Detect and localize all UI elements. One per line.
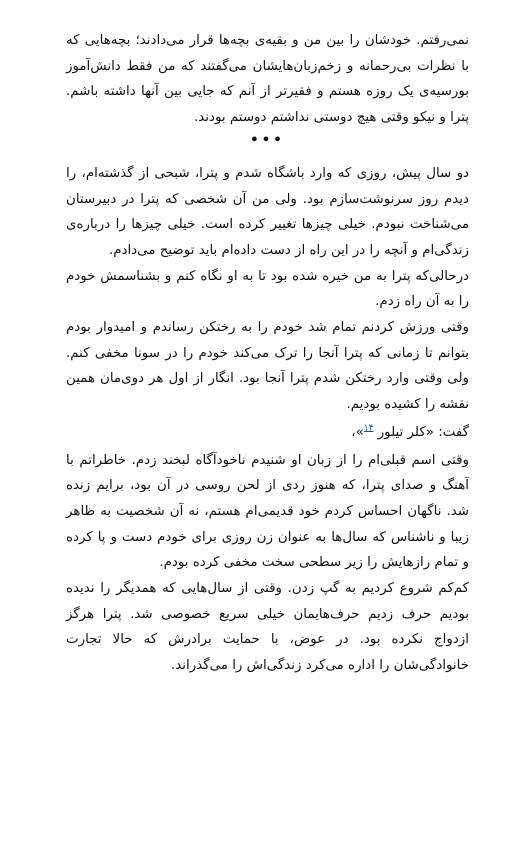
paragraph-4: وقتی اسم قبلی‌ام را از زبان او شنیدم ناخودآگاه لبخند زدم. خاطراتم با آهنگ و صدای پترا، که هنوز ردی از لحن روسی در آن بود، برایم زنده شد. ناگهان احساس کردم خود قدیمی‌ام هستم، نه آن شخصیت به ظاهر زیبا و ناشناس که سال‌ها به عنوان زن روزی برای خودم دست و پا کرده و تمام رازهایش را زیر سطحی سخت مخفی کرده بودم. [66, 452, 469, 571]
intro-paragraph: نمی‌رفتم. خودشان را بین من و بقیه‌ی بچه‌ها قرار می‌دادند؛ بچه‌هایی که با نظرات بی‌رحمانه و زخم‌زبان‌هایشان می‌گفتند که من فقط دانش‌آموز بورسیه‌ی یک روزه هستم و فقیرتر از آنم که جایی بین آنها داشته باشم. پترا و نیکو وقتی هیچ دوستی نداشتم دوستم بودند. [66, 33, 469, 126]
quote-suffix: »، [351, 424, 364, 440]
paragraph-2: درحالی‌که پترا به من خیره شده بود تا به او نگاه کنم و بشناسمش خودم را به آن راه زدم. [66, 268, 469, 310]
section-separator: ••• [250, 132, 285, 148]
paragraph-1: دو سال پیش، روزی که وارد باشگاه شدم و پترا، شبحی از گذشته‌ام، را دیدم روز سرنوشت‌سازم بود. ولی من آن شخصی که پترا در دبیرستان می‌شناخت نبودم. خیلی چیزها تغییر کرده است. خیلی چیزها را درباره‌ی زندگی‌ام و آنچه را در این راه از دست داده‌ام باید توضیح می‌دادم. [66, 165, 469, 258]
quote-prefix: گفت: «کلر تیلور [377, 424, 469, 440]
quote-line [66, 420, 469, 446]
paragraph-3: وقتی ورزش کردنم تمام شد خودم را به رختکن رساندم و امیدوار بودم بتوانم تا زمانی که پترا آنجا را ترک می‌کند خودم را در سونا مخفی کنم. ولی وقتی وارد رختکن شدم پترا آنجا بود. انگار از اول هر دوی‌مان همین نقشه را کشیده بودیم. [66, 320, 469, 413]
paragraph-5: کم‌کم شروع کردیم به گپ زدن. وقتی از سال‌هایی که همدیگر را ندیده بودیم حرف زدیم حرف‌هایمان خیلی سریع خصوصی شد. پترا هرگز ازدواج نکرده بود. در عوض، با حمایت برادرش که حالا تجارت خانوادگی‌شان را اداره می‌کرد زندگی‌اش را می‌گذراند. [66, 581, 469, 674]
footnote-link[interactable]: ۱۴ [363, 423, 374, 434]
